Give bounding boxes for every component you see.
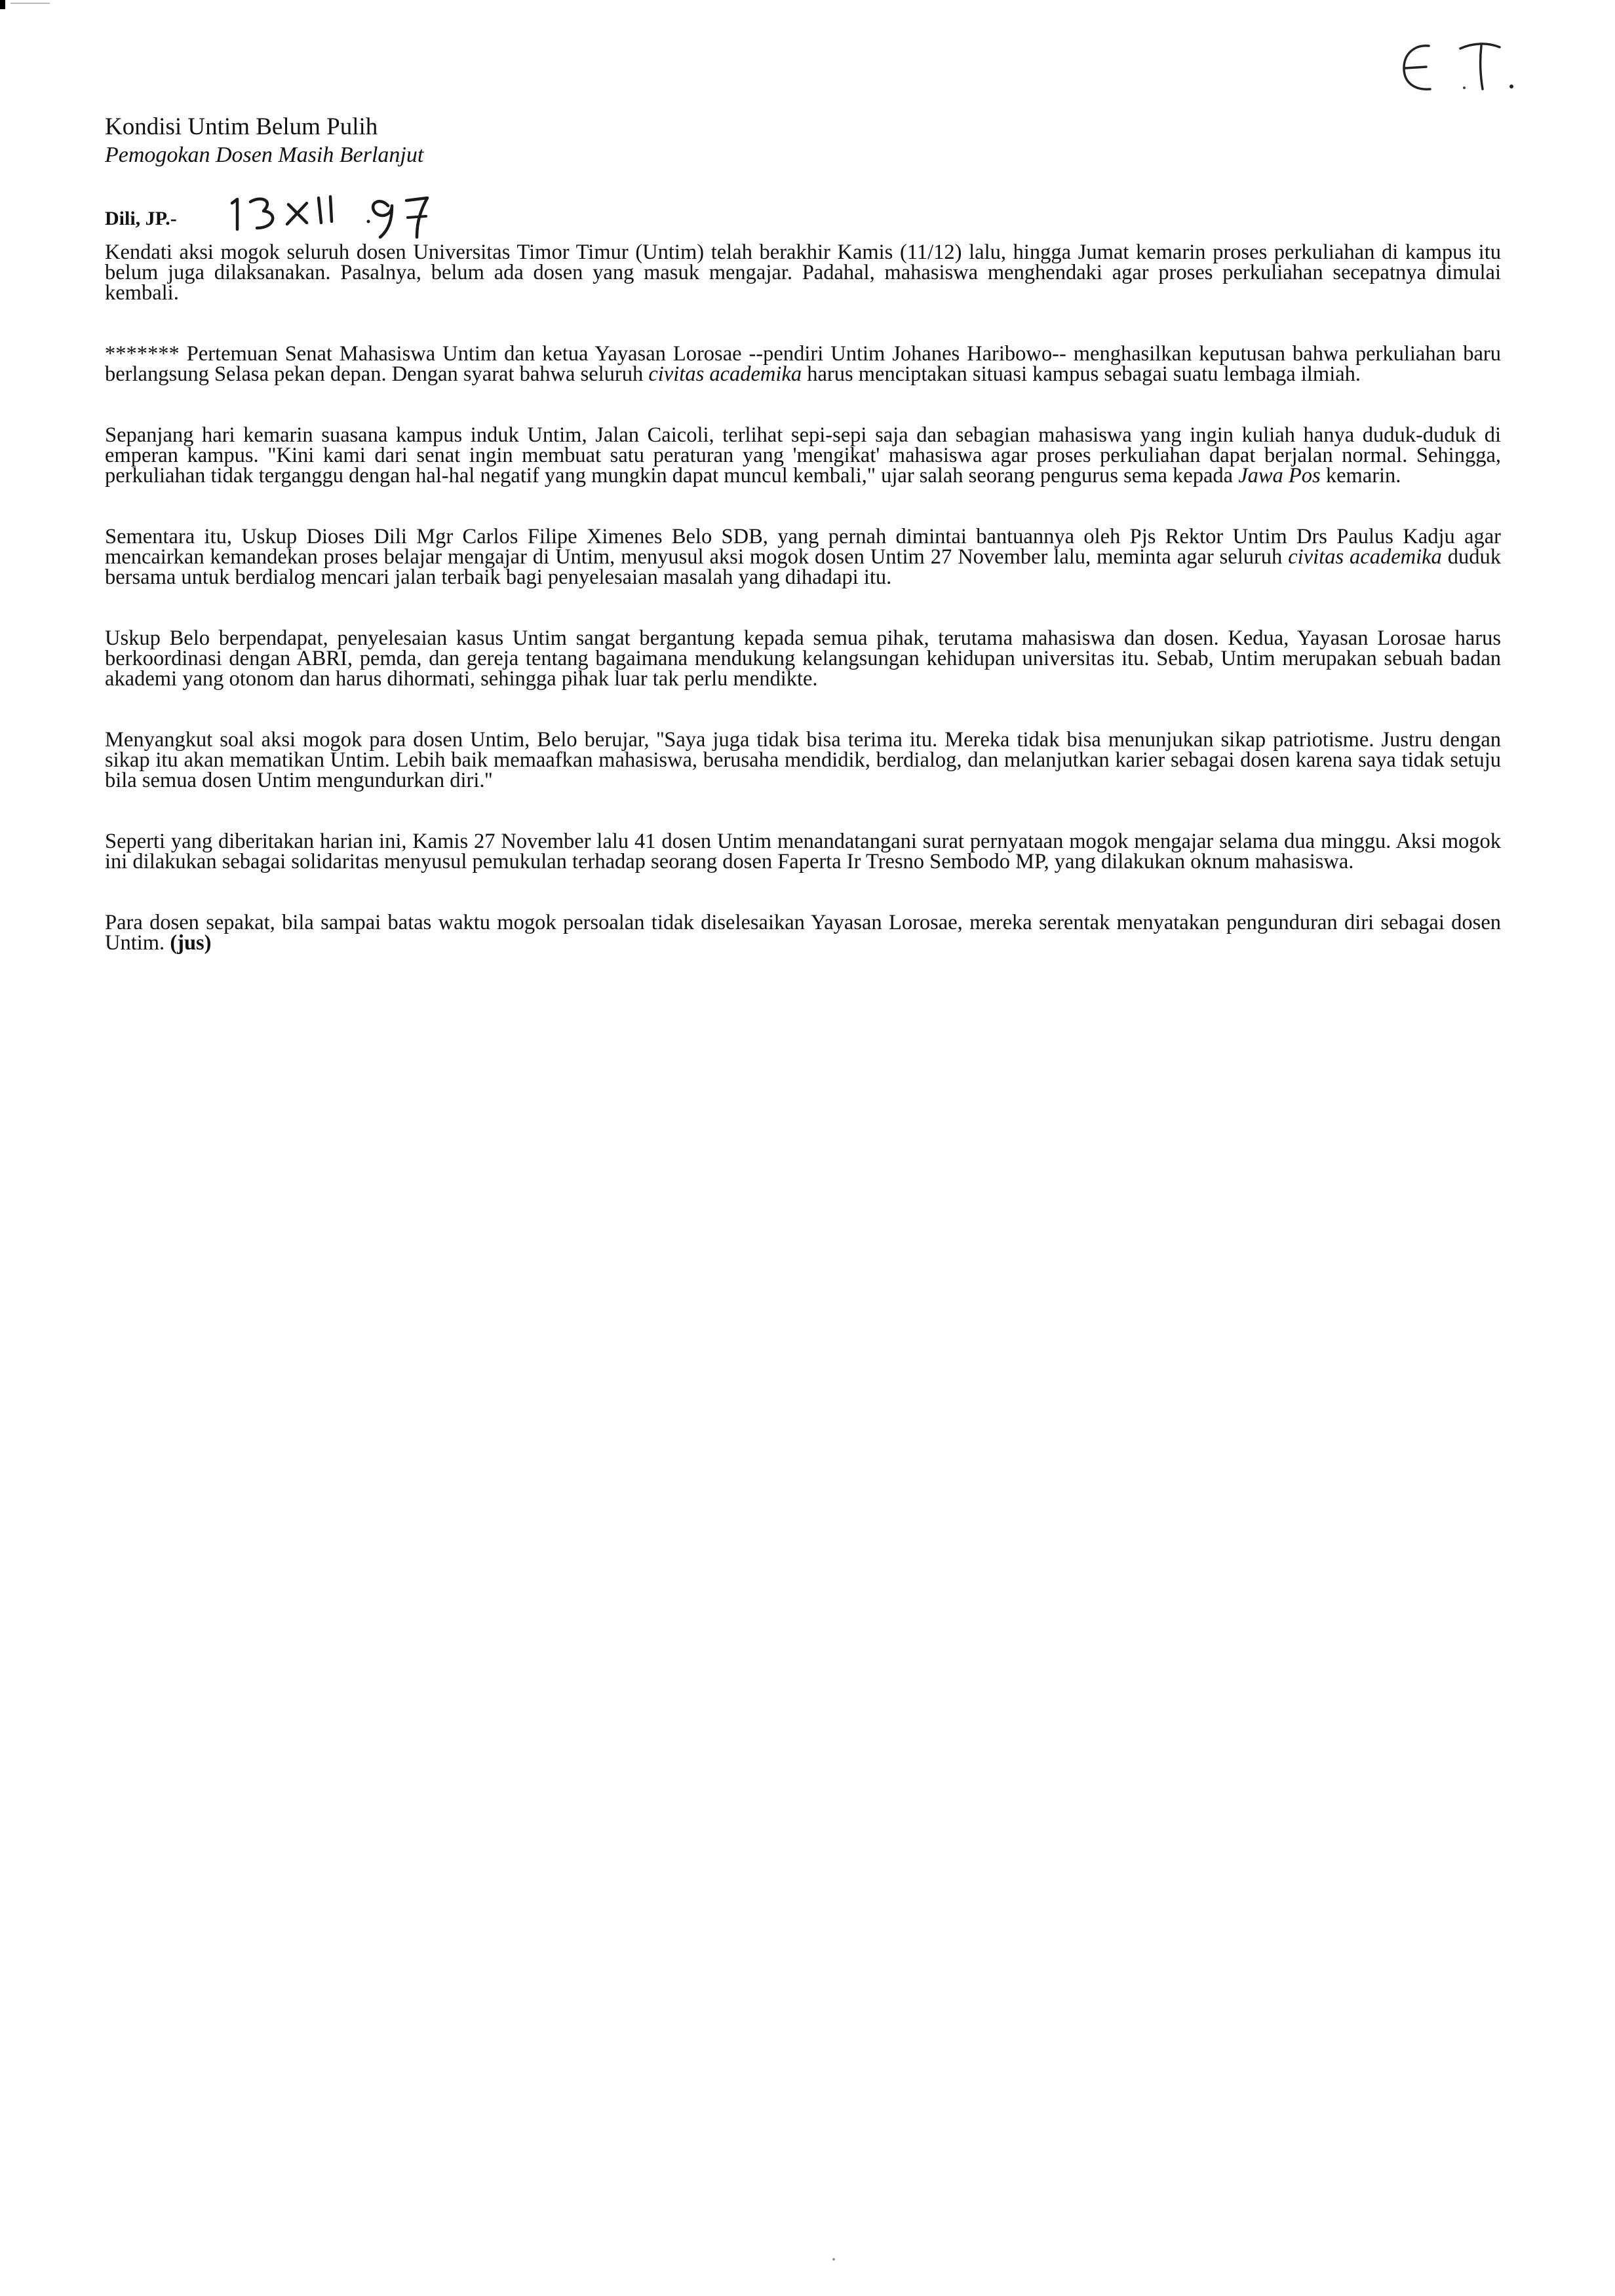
body-paragraph [105, 832, 1501, 872]
byline-tag: (jus) [170, 931, 212, 955]
paragraph-text: Seperti yang diberitakan harian ini, Kamis 27 November lalu 41 dosen Untim menandatangani surat pernyataan mogok mengajar selama dua minggu. Aksi mogok ini dilakukan sebagai solidaritas menyusul pemukulan terhadap seorang dosen Faperta Ir Tresno Sembodo MP, yang dilakukan oknum mahasiswa. [105, 830, 1501, 873]
paragraph-text: kemarin. [1320, 464, 1401, 488]
scan-speck [832, 2258, 835, 2261]
handwritten-date [223, 186, 472, 239]
dateline-row [105, 186, 1501, 239]
paragraph-text: Kendati aksi mogok seluruh dosen Universitas Timor Timur (Untim) telah berakhir Kamis (11/12) lalu, hingga Jumat kemarin proses perkuliahan di kampus itu belum juga dilaksanakan. Pasalnya, belum ada dosen yang masuk mengajar. Padahal, mahasiswa menghendaki agar proses perkuliahan secepatnya dimulai kembali. [105, 240, 1501, 305]
headline: Kondisi Untim Belum Pulih [105, 113, 378, 140]
paragraph-text: duduk bersama untuk berdialog mencari jalan terbaik bagi penyelesaian masalah yang dihadapi itu. [105, 545, 1501, 589]
body-paragraph [105, 344, 1501, 385]
paragraph-text: Uskup Belo berpendapat, penyelesaian kasus Untim sangat bergantung kepada semua pihak, terutama mahasiswa dan dosen. Kedua, Yayasan Lorosae harus berkoordinasi dengan ABRI, pemda, dan gereja tentang bagaimana mendukung kelangsungan kehidupan universitas itu. Sebab, Untim merupakan sebuah badan akademi yang otonom dan harus dihormati, sehingga pihak luar tak perlu mendikte. [105, 626, 1501, 691]
scan-edge-line [10, 3, 50, 4]
paragraph-text: Para dosen sepakat, bila sampai batas waktu mogok persoalan tidak diselesaikan Yayasan Lorosae, mereka serentak menyatakan pengunduran diri sebagai dosen Untim. [105, 911, 1501, 955]
dateline: Dili, JP.- [105, 208, 177, 229]
paragraph-text: Menyangkut soal aksi mogok para dosen Untim, Belo berujar, ''Saya juga tidak bisa terima itu. Mereka tidak bisa menunjukan sikap patriotisme. Justru dengan sikap itu akan mematikan Untim. Lebih baik memaafkan mahasiswa, berusaha mendidik, berdialog, dan melanjutkan karier sebagai dosen karena saya tidak setuju bila semua dosen Untim mengundurkan diri.'' [105, 728, 1501, 792]
body-paragraph [105, 425, 1501, 486]
body-paragraph [105, 913, 1501, 953]
paragraph-text: harus menciptakan situasi kampus sebagai suatu lembaga ilmiah. [802, 362, 1361, 386]
paragraph-text: Sementara itu, Uskup Dioses Dili Mgr Carlos Filipe Ximenes Belo SDB, yang pernah dimintai bantuannya oleh Pjs Rektor Untim Drs Paulus Kadju agar mencairkan kemandekan proses belajar mengajar di Untim, menyusul aksi mogok dosen Untim 27 November lalu, meminta agar seluruh [105, 525, 1501, 569]
italic-phrase: Jawa Pos [1238, 464, 1321, 488]
italic-phrase: civitas academika [648, 362, 802, 386]
paragraph-text: Sepanjang hari kemarin suasana kampus induk Untim, Jalan Caicoli, terlihat sepi-sepi saja dan sebagian mahasiswa yang ingin kuliah hanya duduk-duduk di emperan kampus. "Kini kami dari senat ingin membuat satu peraturan yang 'mengikat' mahasiswa agar proses perkuliahan dapat berjalan normal. Sehingga, perkuliahan tidak terganggu dengan hal-hal negatif yang mungkin dapat muncul kembali," ujar salah seorang pengurus sema kepada [105, 423, 1501, 488]
body-paragraph [105, 242, 1501, 303]
article-body [105, 242, 1501, 953]
scan-edge-mark [0, 0, 5, 9]
article [105, 113, 1501, 994]
body-paragraph [105, 628, 1501, 689]
body-paragraph [105, 730, 1501, 791]
subheadline: Pemogokan Dosen Masih Berlanjut [105, 143, 424, 167]
body-paragraph [105, 527, 1501, 588]
paragraph-text: ******* Pertemuan Senat Mahasiswa Untim dan ketua Yayasan Lorosae --pendiri Untim Johanes Haribowo-- menghasilkan keputusan bahwa perkuliahan baru berlangsung Selasa pekan depan. Dengan syarat bahwa seluruh [105, 342, 1501, 386]
italic-phrase: civitas academika [1288, 545, 1442, 569]
handwritten-corner-note [1395, 31, 1519, 104]
